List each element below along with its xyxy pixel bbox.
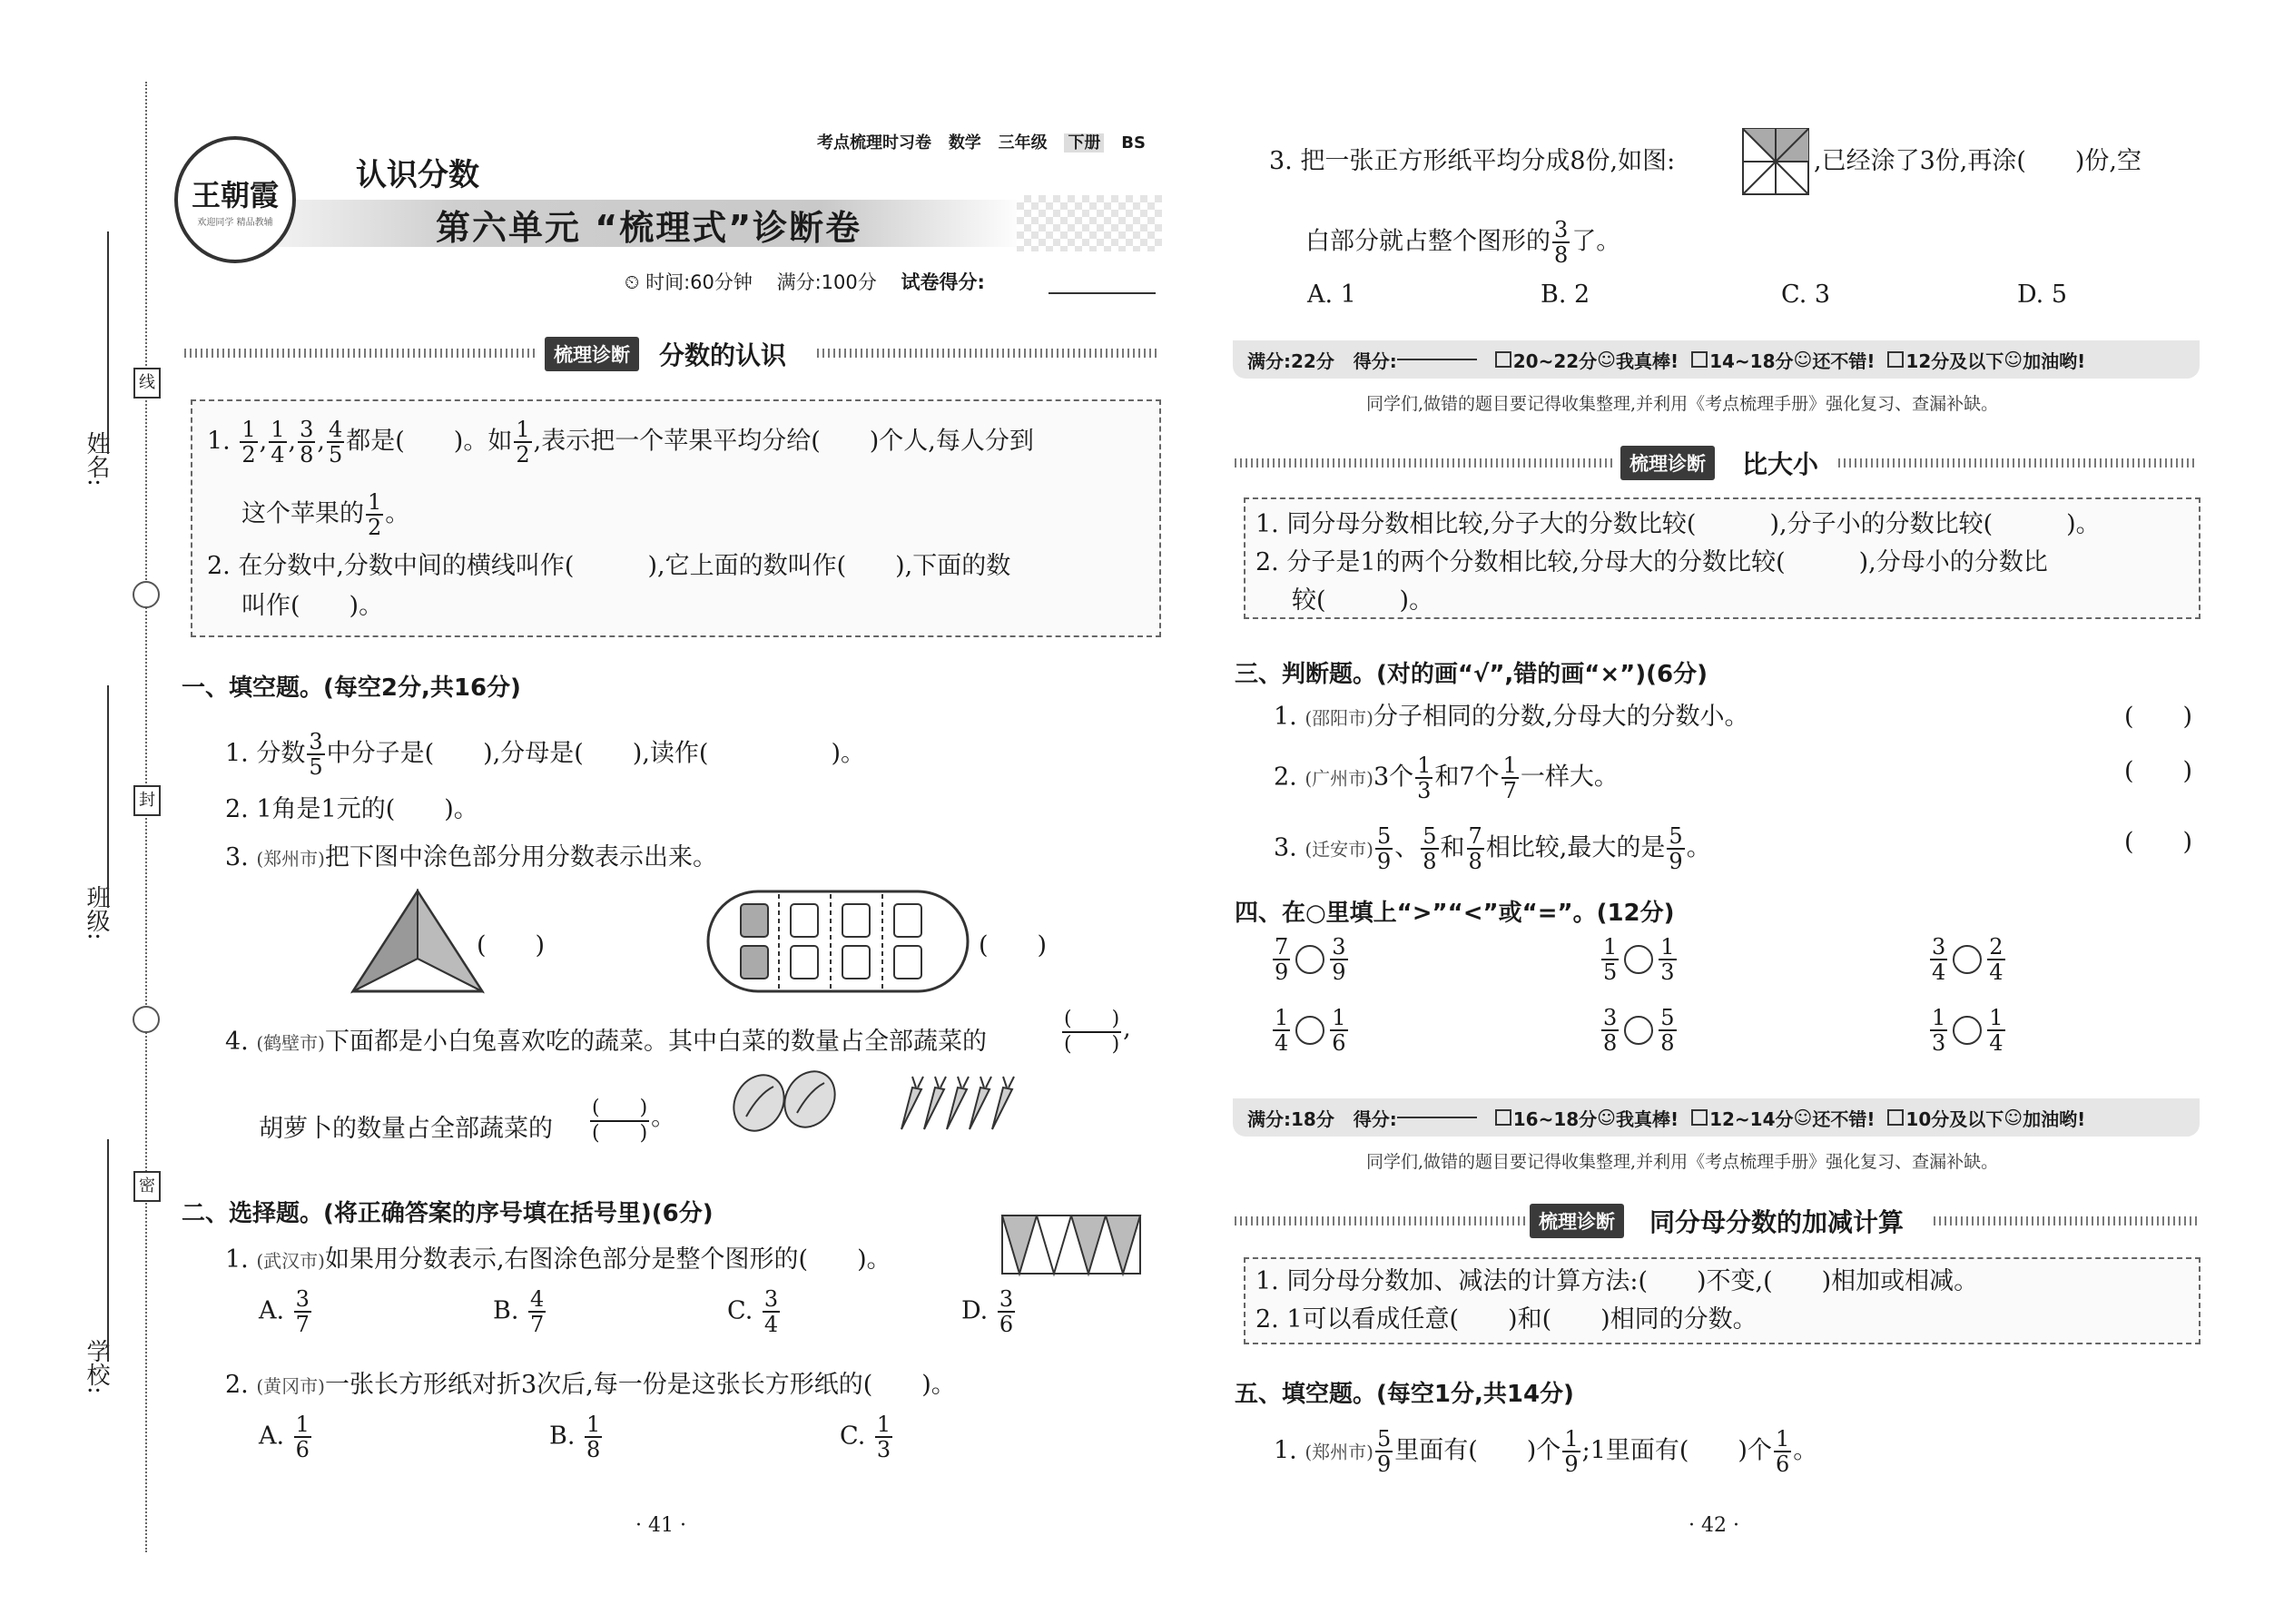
r-q3-b: ,已经涂了3份,再涂( )份,空 xyxy=(1814,147,2141,175)
s2-q2-city: (黄冈市) xyxy=(256,1375,325,1397)
compare-right-frac xyxy=(1987,1006,2004,1055)
compare-item xyxy=(1271,935,1350,984)
volume: 下册 xyxy=(1064,133,1104,153)
compare-right-frac-num: 1 xyxy=(1660,934,1675,960)
compare-right-frac-den: 6 xyxy=(1332,1030,1346,1056)
compare-left-frac-den: 3 xyxy=(1932,1030,1946,1056)
exam-meta xyxy=(625,268,985,295)
s1-q3-text: 把下图中涂色部分用分数表示出来。 xyxy=(324,843,717,871)
compare-left-frac-den: 9 xyxy=(1275,960,1289,985)
s2q1-option-frac-num: 3 xyxy=(999,1286,1014,1312)
school-label: 学校: xyxy=(83,1339,110,1394)
topic-title: 认识分数 xyxy=(356,157,479,193)
checkbox-icon[interactable] xyxy=(1495,1109,1511,1126)
compare-left-frac xyxy=(1601,1006,1619,1055)
bar2-o3: 10分及以下 xyxy=(1905,1107,2004,1130)
compare-right-frac-num: 5 xyxy=(1660,1005,1675,1030)
s5-q1-num: 1. xyxy=(1274,1436,1297,1465)
r-q3-opt-b[interactable]: B. 2 xyxy=(1541,281,1590,309)
compare-item xyxy=(1928,1006,2007,1055)
diag1-q1: 1. $\frac{1}{2}$ , $\frac{1}{4}$ , $\frac{3}{8}$ , $\frac{4}{5}$ 都是( )。如 $\frac{1}{2}$ ,表示把一个苹果平均分给( )个人,每人分到 xyxy=(207,417,1034,468)
s1-q4-line2 xyxy=(259,1111,553,1147)
smile-icon: ☺ xyxy=(1793,1107,1813,1128)
compare-right-frac-den: 8 xyxy=(1660,1030,1675,1056)
bar1-m3: 加油哟! xyxy=(2023,349,2086,372)
s2q2-option-frac-num: 1 xyxy=(586,1412,601,1437)
blank-den-2: ( ) xyxy=(592,1122,648,1145)
s3-q3-d: 相比较,最大的是 xyxy=(1485,833,1666,862)
frac-5-9: $\frac{5}{9}$ xyxy=(1376,823,1392,874)
smile-icon: ☺ xyxy=(2004,1107,2023,1128)
binding-ornament-2 xyxy=(133,1006,160,1033)
triangle-answer[interactable]: ( ) xyxy=(477,931,546,960)
subject: 数学 xyxy=(948,133,981,153)
frac-1-2: $\frac{1}{2}$ xyxy=(241,417,256,468)
checkbox-icon[interactable] xyxy=(1887,351,1904,368)
s1-q1-a: 1. 分数 xyxy=(225,739,306,768)
s2q1-option-frac-den: 6 xyxy=(999,1312,1014,1337)
s3-q2-city: (广州市) xyxy=(1305,767,1373,790)
series-info xyxy=(817,130,1146,153)
s2q2-option-label: B. xyxy=(549,1422,584,1451)
diag1-title: 分数的认识 xyxy=(659,340,787,370)
bar2-m2: 还不错! xyxy=(1812,1107,1876,1130)
s1-q1 xyxy=(225,730,865,779)
diag1-q1-line2 xyxy=(241,490,409,539)
s2q1-option-frac xyxy=(998,1287,1015,1336)
compare-left-frac-num: 3 xyxy=(1603,1005,1618,1030)
compare-right-frac-num: 3 xyxy=(1332,934,1346,960)
diag2-q2-line2: 较( )。 xyxy=(1292,586,1434,615)
compare-item xyxy=(1600,1006,1679,1055)
sec4-title: 四、在○里填上“>”“<”或“=”。(12分) xyxy=(1235,900,1675,927)
r-q3-frac-den: 8 xyxy=(1554,242,1569,268)
diag2-q2: 2. 分子是1的两个分数相比较,分母大的分数比较( ),分母小的分数比 xyxy=(1255,548,2048,576)
s3-q3-c: 和 xyxy=(1440,833,1465,862)
bar1-o3: 12分及以下 xyxy=(1905,349,2004,372)
frac-7-8: $\frac{7}{8}$ xyxy=(1468,823,1482,874)
diag1-rule-right xyxy=(817,349,1160,358)
diag3-rule-right xyxy=(1934,1216,2197,1225)
s1-q3-num: 3. xyxy=(225,843,249,871)
sec5-title: 五、填空题。(每空1分,共14分) xyxy=(1235,1381,1574,1408)
trapezoid-figure xyxy=(999,1212,1144,1277)
s2-q2-options xyxy=(259,1412,1058,1476)
s3-q2-c: 一样大。 xyxy=(1520,763,1619,792)
header-checker xyxy=(1017,195,1162,251)
frac-3-8: $\frac{3}{8}$ xyxy=(300,417,314,468)
diag1-tag: 梳理诊断 xyxy=(545,337,639,371)
r-q3-opt-c[interactable]: C. 3 xyxy=(1781,281,1831,309)
series-name: 考点梳理时习卷 xyxy=(817,133,931,153)
s2q1-option-frac-num: 4 xyxy=(530,1286,545,1312)
compare-left-frac-den: 4 xyxy=(1275,1030,1289,1056)
s1-q4-text: 下面都是小白兔喜欢吃的蔬菜。其中白菜的数量占全部蔬菜的 xyxy=(324,1028,987,1056)
s2q1-option-label: C. xyxy=(727,1296,761,1325)
bar1-o1: 20~22分 xyxy=(1512,349,1598,372)
s2-q2 xyxy=(225,1367,956,1404)
s2-q1-num: 1. xyxy=(225,1245,249,1274)
s2q2-option-0[interactable] xyxy=(259,1412,313,1462)
bar2-o2: 12~14分 xyxy=(1709,1107,1794,1130)
page-number-right: · 42 · xyxy=(1689,1514,1739,1537)
note-1: 同学们,做错的题目要记得收集整理,并利用《考点梳理手册》强化复习、查漏补缺。 xyxy=(1366,394,1999,414)
s2q1-option-3[interactable] xyxy=(961,1287,1017,1336)
bar1-score-blank[interactable] xyxy=(1397,359,1477,360)
s5-q1-city: (郑州市) xyxy=(1305,1441,1373,1463)
bar2-score-label: 得分: xyxy=(1353,1107,1397,1130)
compare-circle[interactable] xyxy=(1953,945,1982,974)
compare-item xyxy=(1928,935,2007,984)
compare-right-frac-num: 2 xyxy=(1989,934,2004,960)
smile-icon: ☺ xyxy=(1793,349,1813,370)
compare-left-frac-den: 8 xyxy=(1603,1030,1618,1056)
frac-5-9c: $\frac{5}{9}$ xyxy=(1376,1426,1392,1477)
s1-q4 xyxy=(225,1024,987,1061)
s3-q3-b: 、 xyxy=(1394,833,1420,862)
frac-3-5: $\frac{3}{5}$ xyxy=(309,729,323,780)
frac-5-9b: $\frac{5}{9}$ xyxy=(1669,823,1683,874)
smile-icon: ☺ xyxy=(1597,349,1617,370)
s1-q4-num: 4. xyxy=(225,1028,249,1056)
s2q1-option-frac xyxy=(763,1287,780,1336)
compare-circle[interactable] xyxy=(1295,945,1324,974)
diag1-q2: 2. 在分数中,分数中间的横线叫作( ),它上面的数叫作( ),下面的数 xyxy=(207,552,1011,580)
compare-right-frac-den: 4 xyxy=(1989,1030,2004,1056)
frac-5-8: $\frac{5}{8}$ xyxy=(1423,823,1437,874)
s2q1-option-frac-num: 3 xyxy=(295,1286,310,1312)
diag2-rule-left xyxy=(1235,458,1616,468)
exam-title: 第六单元 “梳理式”诊断卷 xyxy=(436,208,862,248)
s3-q3-num: 3. xyxy=(1274,833,1297,862)
s2q1-option-label: B. xyxy=(493,1296,527,1325)
compare-left-frac-den: 5 xyxy=(1603,960,1618,985)
s2q1-option-1[interactable] xyxy=(493,1287,547,1336)
diag3-q1: 1. 同分母分数加、减法的计算方法:( )不变,( )相加或相减。 xyxy=(1255,1267,1979,1295)
compare-right-frac-den: 4 xyxy=(1989,960,2004,985)
compare-item xyxy=(1271,1006,1350,1055)
s2q2-option-label: A. xyxy=(259,1422,292,1451)
s2q1-option-frac-den: 7 xyxy=(295,1312,310,1337)
s2q2-option-frac xyxy=(294,1412,311,1462)
checkbox-icon[interactable] xyxy=(1887,1109,1904,1126)
binding-dotted-line xyxy=(145,82,147,1552)
exam-score-blank[interactable] xyxy=(1049,292,1156,294)
name-label: 姓名: xyxy=(83,431,110,487)
cabbage-fraction-blank[interactable]: $\frac{( )}{( )}$ , xyxy=(1064,1008,1131,1056)
diag2-tag: 梳理诊断 xyxy=(1620,446,1715,480)
s3-q1 xyxy=(1274,699,1749,736)
bar1-o2: 14~18分 xyxy=(1709,349,1794,372)
compare-circle[interactable] xyxy=(1624,945,1653,974)
s2-q1-text: 如果用分数表示,右图涂色部分是整个图形的( )。 xyxy=(324,1245,891,1274)
diag3-tag: 梳理诊断 xyxy=(1530,1204,1624,1238)
compare-left-frac xyxy=(1601,935,1619,984)
line-char-2: 封 xyxy=(133,785,161,816)
compare-circle[interactable] xyxy=(1295,1016,1324,1045)
bar2-score-blank[interactable] xyxy=(1397,1117,1477,1118)
s2-q2-text: 一张长方形纸对折3次后,每一份是这张长方形纸的( )。 xyxy=(324,1371,956,1399)
s3-q1-num: 1. xyxy=(1274,703,1297,731)
frac-4-5: $\frac{4}{5}$ xyxy=(328,417,343,468)
compare-left-frac-den: 4 xyxy=(1932,960,1946,985)
smile-icon: ☺ xyxy=(2004,349,2023,370)
diag1-q1-text-e: 。 xyxy=(385,499,410,528)
compare-item xyxy=(1600,935,1679,984)
compare-right-frac xyxy=(1330,1006,1347,1055)
s2q2-option-frac-den: 8 xyxy=(586,1437,601,1462)
bar1-m1: 我真棒! xyxy=(1616,349,1679,372)
diag1-q2-line2: 叫作( )。 xyxy=(241,592,384,620)
s1-q3 xyxy=(225,840,717,877)
s2q1-option-frac xyxy=(528,1287,546,1336)
s5-q1-c: ;1里面有( )个 xyxy=(1581,1436,1772,1465)
s2q1-option-frac xyxy=(294,1287,311,1336)
frac-1-3: $\frac{1}{3}$ xyxy=(1417,753,1432,803)
brand-sub-1: 欢迎同学 xyxy=(197,217,234,228)
s2q1-option-2[interactable] xyxy=(727,1287,782,1336)
full-score: 满分:100分 xyxy=(776,271,877,293)
blank-num: ( ) xyxy=(1062,1008,1121,1033)
s3-q3-answer[interactable]: ( ) xyxy=(2124,828,2193,856)
compare-right-frac-den: 9 xyxy=(1332,960,1346,985)
frac-1-4: $\frac{1}{4}$ xyxy=(271,417,285,468)
compare-right-frac-num: 1 xyxy=(1989,1005,2004,1030)
frac-1-9: $\frac{1}{9}$ xyxy=(1564,1426,1579,1477)
sec3-title: 三、判断题。(对的画“√”,错的画“×”)(6分) xyxy=(1235,661,1708,688)
carrot-fraction-blank[interactable]: $\frac{( )}{( )}$ 。 xyxy=(592,1097,676,1145)
brand-logo xyxy=(174,136,296,263)
s5-q1 xyxy=(1274,1427,1817,1476)
s1-q4-text2: 胡萝卜的数量占全部蔬菜的 xyxy=(259,1115,553,1143)
frac-1-2c: $\frac{1}{2}$ xyxy=(368,489,382,540)
s1-q4-city: (鹤壁市) xyxy=(256,1032,325,1054)
s1-q2: 2. 1角是1元的( )。 xyxy=(225,795,478,823)
s5-q1-b: 里面有( )个 xyxy=(1394,1436,1561,1465)
compare-right-frac xyxy=(1987,935,2004,984)
grade: 三年级 xyxy=(998,133,1048,153)
clock-icon: ⏲ xyxy=(625,271,640,293)
compare-left-frac xyxy=(1273,935,1290,984)
s2-q1 xyxy=(225,1242,891,1279)
diag3-title: 同分母分数的加减计算 xyxy=(1649,1207,1905,1237)
compare-left-frac-num: 3 xyxy=(1932,934,1946,960)
class-label: 班级: xyxy=(83,885,110,940)
name-underline xyxy=(107,231,109,454)
s2q2-option-frac xyxy=(875,1412,892,1462)
cylinders-figure xyxy=(706,890,970,994)
s2q2-option-frac-den: 3 xyxy=(876,1437,891,1462)
smile-icon: ☺ xyxy=(1597,1107,1617,1128)
compare-right-frac xyxy=(1659,935,1676,984)
bar1-m2: 还不错! xyxy=(1812,349,1876,372)
compare-right-frac-den: 3 xyxy=(1660,960,1675,985)
s1-q1-b: 中分子是( ),分母是( ),读作( )。 xyxy=(326,739,865,768)
time-limit: 时间:60分钟 xyxy=(645,271,753,293)
compare-right-frac xyxy=(1659,1006,1676,1055)
diag3-rule-left xyxy=(1235,1216,1525,1225)
blank-num-2: ( ) xyxy=(590,1097,649,1122)
edition: BS xyxy=(1121,133,1146,153)
s2q1-option-label: D. xyxy=(961,1296,996,1325)
checkbox-icon[interactable] xyxy=(1495,351,1511,368)
diag2-title: 比大小 xyxy=(1742,449,1819,479)
s2q2-option-frac xyxy=(585,1412,602,1462)
triangle-figure xyxy=(350,888,486,995)
sec2-title: 二、选择题。(将正确答案的序号填在括号里)(6分) xyxy=(182,1200,714,1227)
r-q3-c: 白部分就占整个图形的 xyxy=(1305,227,1551,256)
diag1-rule-left xyxy=(184,349,538,358)
s2q2-option-1[interactable] xyxy=(549,1412,604,1462)
diag1-q1-text-b: 都是( )。如 xyxy=(346,427,513,456)
cabbage-image xyxy=(726,1067,844,1135)
diag2-q1: 1. 同分母分数相比较,分子大的分数比较( ),分子小的分数比较( )。 xyxy=(1255,510,2101,538)
frac-3-8-r xyxy=(1552,218,1570,267)
note-2: 同学们,做错的题目要记得收集整理,并利用《考点梳理手册》强化复习、查漏补缺。 xyxy=(1366,1152,1999,1172)
s2q2-option-2[interactable] xyxy=(840,1412,894,1462)
s5-q1-d: 。 xyxy=(1793,1436,1818,1465)
s2q1-option-0[interactable] xyxy=(259,1287,313,1336)
bar1-full: 满分:22分 xyxy=(1247,349,1334,372)
r-q3-line2 xyxy=(1305,218,1620,267)
s3-q1-text: 分子相同的分数,分母大的分数小。 xyxy=(1373,703,1749,731)
compare-circle[interactable] xyxy=(1624,1016,1653,1045)
frac-1-2b: $\frac{1}{2}$ xyxy=(516,417,530,468)
diag1-q1-text-d: 这个苹果的 xyxy=(241,499,364,528)
diag2-rule-right xyxy=(1838,458,2197,468)
class-underline xyxy=(107,685,109,908)
diag1-header xyxy=(545,336,786,372)
compare-left-frac-num: 1 xyxy=(1275,1005,1289,1030)
exam-score-label: 试卷得分: xyxy=(901,271,985,293)
s2q1-option-frac-den: 7 xyxy=(530,1312,545,1337)
school-underline xyxy=(107,1139,109,1362)
s2q2-option-frac-num: 1 xyxy=(295,1412,310,1437)
bar2-o1: 16~18分 xyxy=(1512,1107,1598,1130)
compare-left-frac-num: 7 xyxy=(1275,934,1289,960)
s3-q2 xyxy=(1274,753,1619,802)
bar2-full: 满分:18分 xyxy=(1247,1107,1334,1130)
brand-sub-2: 精品教辅 xyxy=(236,217,273,228)
diag2-header xyxy=(1620,445,1818,481)
s3-q3-city: (迁安市) xyxy=(1305,838,1373,861)
s1-q3-city: (郑州市) xyxy=(256,848,325,870)
s3-q1-city: (邵阳市) xyxy=(1305,707,1373,729)
compare-left-frac xyxy=(1930,1006,1947,1055)
s2-q1-city: (武汉市) xyxy=(256,1250,325,1272)
diag3-header xyxy=(1530,1203,1904,1239)
s2q2-option-frac-num: 1 xyxy=(876,1412,891,1437)
s2q1-option-frac-num: 3 xyxy=(763,1286,779,1312)
s3-q2-b: 和7个 xyxy=(1434,763,1500,792)
diag1-q1-text-c: ,表示把一个苹果平均分给( )个人,每人分到 xyxy=(533,427,1034,456)
bar2-m3: 加油哟! xyxy=(2023,1107,2086,1130)
s3-q2-answer[interactable]: ( ) xyxy=(2124,757,2193,785)
frac-1-6: $\frac{1}{6}$ xyxy=(1775,1426,1790,1477)
carrot-image xyxy=(894,1073,1017,1132)
sec1-title: 一、填空题。(每空2分,共16分) xyxy=(182,674,521,702)
s2-q2-num: 2. xyxy=(225,1371,249,1399)
compare-left-frac xyxy=(1273,1006,1290,1055)
s2q1-option-frac-den: 4 xyxy=(763,1312,779,1337)
square-8-figure xyxy=(1741,127,1810,196)
r-q3 xyxy=(1269,143,1675,180)
r-q3-frac-num: 3 xyxy=(1554,217,1569,242)
checkbox-icon[interactable] xyxy=(1691,351,1708,368)
diag1-q1-num: 1. xyxy=(207,427,231,456)
s3-q1-answer[interactable]: ( ) xyxy=(2124,703,2193,731)
compare-right-frac-num: 1 xyxy=(1332,1005,1346,1030)
frac-1-7: $\frac{1}{7}$ xyxy=(1502,753,1517,803)
compare-right-frac xyxy=(1330,935,1347,984)
s2q2-option-frac-den: 6 xyxy=(295,1437,310,1462)
brand-name: 王朝霞 xyxy=(191,177,279,212)
bar2-m1: 我真棒! xyxy=(1616,1107,1679,1130)
score-bar-2 xyxy=(1233,1098,2200,1137)
page-number-left: · 41 · xyxy=(635,1514,686,1537)
s3-q3 xyxy=(1274,824,1711,873)
compare-left-frac-num: 1 xyxy=(1932,1005,1946,1030)
blank-den: ( ) xyxy=(1064,1033,1120,1056)
cylinder-answer[interactable]: ( ) xyxy=(979,931,1048,960)
compare-left-frac-num: 1 xyxy=(1603,934,1618,960)
s2-q1-options xyxy=(259,1287,1058,1351)
line-char-3: 密 xyxy=(133,1171,161,1202)
s3-q2-num: 2. xyxy=(1274,763,1297,792)
line-char-1: 线 xyxy=(133,368,161,399)
s3-q3-e: 。 xyxy=(1686,833,1711,862)
compare-circle[interactable] xyxy=(1953,1016,1982,1045)
checkbox-icon[interactable] xyxy=(1691,1109,1708,1126)
compare-grid xyxy=(1271,935,2179,1080)
diag3-q2: 2. 1可以看成任意( )和( )相同的分数。 xyxy=(1255,1305,1757,1334)
binding-ornament-1 xyxy=(133,581,160,608)
r-q3-d: 了。 xyxy=(1571,227,1621,256)
s3-q2-a: 3个 xyxy=(1373,763,1414,792)
r-q3-a: 3. 把一张正方形纸平均分成8份,如图: xyxy=(1269,147,1676,175)
r-q3-opt-d[interactable]: D. 5 xyxy=(2017,281,2068,309)
score-bar-1 xyxy=(1233,340,2200,379)
bar1-score-label: 得分: xyxy=(1353,349,1397,372)
compare-left-frac xyxy=(1930,935,1947,984)
s2q1-option-label: A. xyxy=(259,1296,292,1325)
r-q3-opt-a[interactable]: A. 1 xyxy=(1307,281,1356,309)
s2q2-option-label: C. xyxy=(840,1422,873,1451)
